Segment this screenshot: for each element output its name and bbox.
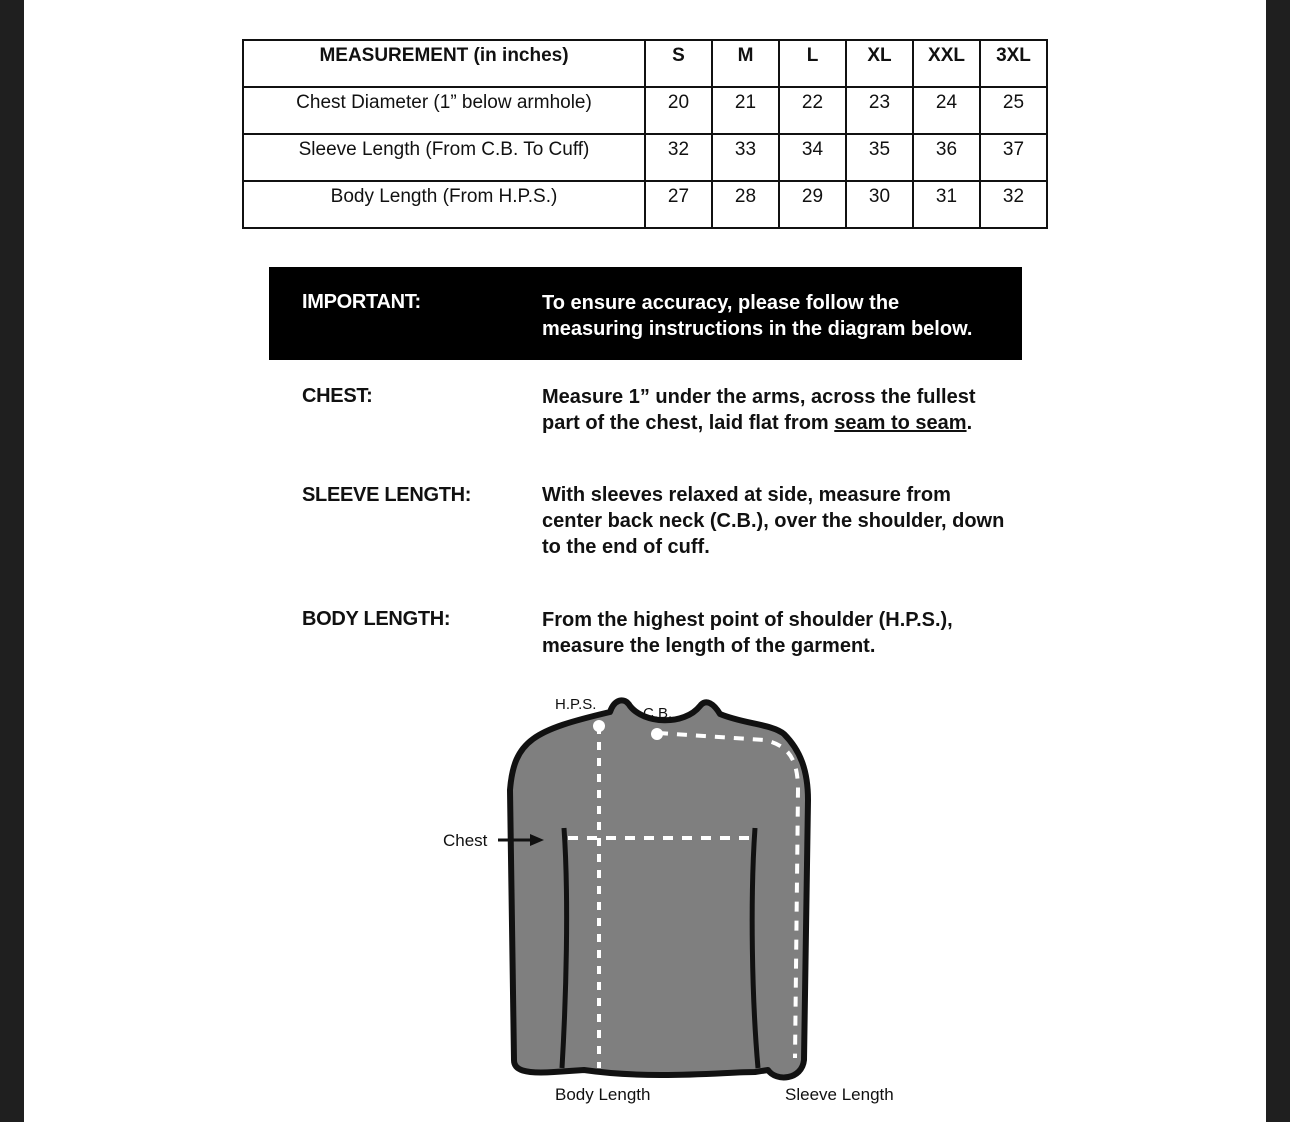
table-cell: 34 (779, 134, 846, 181)
instruction-line: From the highest point of shoulder (H.P.S.), (542, 609, 953, 631)
size-3xl-header: 3XL (980, 40, 1047, 87)
table-cell: 30 (846, 181, 913, 228)
sleeve-length-label: SLEEVE LENGTH: (302, 484, 472, 506)
body-length-diagram-label: Body Length (555, 1085, 651, 1104)
size-xxl-header: XXL (913, 40, 980, 87)
chest-diagram-label: Chest (443, 831, 488, 850)
table-cell: 32 (645, 134, 712, 181)
sleeve-length-diagram-label: Sleeve Length (785, 1085, 894, 1104)
important-line: measuring instructions in the diagram below. (542, 318, 973, 340)
row-label: Chest Diameter (1” below armhole) (243, 87, 645, 134)
instruction-text: . (966, 412, 973, 434)
document-page (24, 0, 1266, 1122)
table-cell: 21 (712, 87, 779, 134)
table-cell: 32 (980, 181, 1047, 228)
size-m-header: M (712, 40, 779, 87)
row-label: Body Length (From H.P.S.) (243, 181, 645, 228)
size-s-header: S (645, 40, 712, 87)
instruction-line: to the end of cuff. (542, 536, 710, 558)
chest-label: CHEST: (302, 385, 373, 407)
instruction-text: part of the chest, laid flat from (542, 412, 835, 434)
table-cell: 36 (913, 134, 980, 181)
table-cell: 33 (712, 134, 779, 181)
table-cell: 31 (913, 181, 980, 228)
right-frame (1266, 0, 1290, 1122)
instruction-line: With sleeves relaxed at side, measure from (542, 484, 951, 506)
size-l-header: L (779, 40, 846, 87)
table-cell: 20 (645, 87, 712, 134)
table-cell: 25 (980, 87, 1047, 134)
shirt-silhouette (510, 700, 808, 1077)
important-line: To ensure accuracy, please follow the (542, 292, 900, 314)
measurement-header: MEASUREMENT (in inches) (243, 40, 645, 87)
table-cell: 27 (645, 181, 712, 228)
row-label: Sleeve Length (From C.B. To Cuff) (243, 134, 645, 181)
important-label: IMPORTANT: (302, 291, 421, 313)
table-cell: 29 (779, 181, 846, 228)
hps-point (593, 720, 605, 732)
instruction-line: measure the length of the garment. (542, 635, 876, 657)
table-cell: 22 (779, 87, 846, 134)
size-xl-header: XL (846, 40, 913, 87)
instruction-line: Measure 1” under the arms, across the fullest (542, 386, 976, 408)
body-length-label: BODY LENGTH: (302, 608, 451, 630)
cb-label: C.B. (643, 705, 673, 722)
instruction-line: center back neck (C.B.), over the shoulder, down (542, 510, 1005, 532)
table-cell: 23 (846, 87, 913, 134)
seam-to-seam-underlined: seam to seam (834, 412, 967, 434)
table-cell: 24 (913, 87, 980, 134)
cb-point (651, 728, 663, 740)
hps-label: H.P.S. (555, 696, 597, 713)
table-cell: 28 (712, 181, 779, 228)
table-cell: 37 (980, 134, 1047, 181)
garment-diagram (24, 0, 1266, 1122)
table-cell: 35 (846, 134, 913, 181)
